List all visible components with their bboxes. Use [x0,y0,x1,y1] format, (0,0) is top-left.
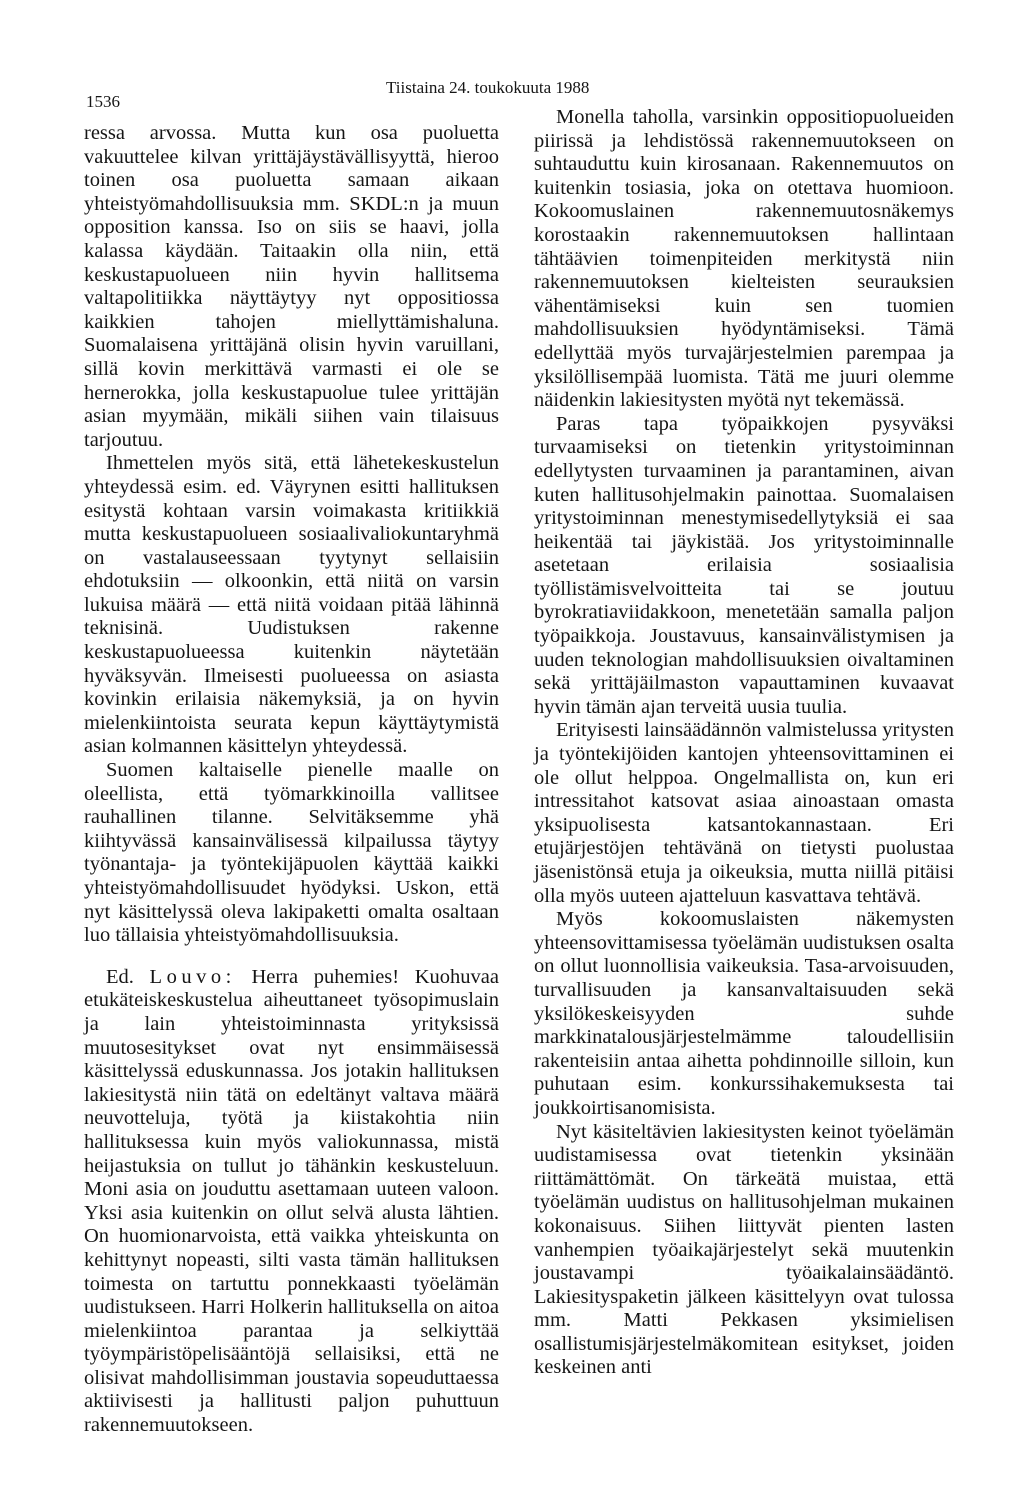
left-paragraph-4-text: Herra puhemies! Kuohuvaa etukäteiskeskustelua aiheuttaneet työsopimuslain ja lain yhteistoiminnasta yrityksissä muutosesitykset ovat nyt ensimmäisessä käsittelyssä eduskunnassa. Jos jotakin hallituksen lakiesitystä niin tätä on edeltänyt valtava määrä neuvotteluja, työtä ja kiistakohtia niin hallituksessa kuin myös valiokunnassa, mistä heijastuksia on tullut jo tähänkin keskusteluun. Moni asia on jouduttu asettamaan uuteen valoon. Yksi asia kuitenkin on ollut selvä alusta lähtien. On huomionarvoista, että vaikka yhteiskunta on kehittynyt nopeasti, silti vasta tämän hallituksen toimesta on tartuttu ponnekkaasti työelämän uudistukseen. Harri Holkerin hallituksella on aitoa mielenkiintoa parantaa ja selkiyttää työympäristöpelisääntöjä sellaisiksi, että ne olisivat mahdollisimman joustavia sopeuduttaessa aktiivisesti ja hallitusti paljon puhuttuun rakennemuutokseen. [84,965,499,1437]
right-paragraph-1: Monella taholla, varsinkin oppositiopuolueiden piirissä ja lehdistössä rakennemuutokseen on suhtauduttu kuin kirosanaan. Rakennemuutos on kuitenkin tosiasia, joka on otettava huomioon. Kokoomuslainen rakennemuutosnäkemys korostaakin rakennemuutoksen hallintaan tähtäävien toimenpiteiden merkitystä niin rakennemuutoksen kielteisten seurauksien vähentämiseksi kuin sen tuomien mahdollisuuksien hyödyntämiseksi. Tämä edellyttää myös turvajärjestelmien parempaa ja yksilöllisempää luomista. Tätä me juuri olemme näidenkin lakiesitysten myötä nyt tekemässä. [534,106,954,412]
right-paragraph-3: Erityisesti lainsäädännön valmistelussa yritysten ja työntekijöiden kantojen yhteensovittaminen ei ole ollut helppoa. Ongelmallista on, kun eri intressitahot katsovat asiaa ainoastaan omasta yksipuolisesta katsantokannastaan. Eri etujärjestöjen tehtävänä on tietysti puolustaa jäsenistönsä etuja ja oikeuksia, mutta niillä pitäisi olla myös uuteen ajatteluun kasvattava tehtävä. [534,719,954,907]
page-number: 1536 [86,92,120,111]
right-paragraph-4: Myös kokoomuslaisten näkemysten yhteensovittamisessa työelämän uudistuksen osalta on ollut luonnollisia vaikeuksia. Tasa-arvoisuuden, turvallisuuden ja kansanvaltaisuuden sekä yksilökeskeisyyden suhde markkinatalousjärjestelmämme taloudellisiin rakenteisiin antaa aihetta pohdinnoille silloin, kun puhutaan esim. konkurssihakemuksesta tai joukkoirtisanomisista. [534,908,954,1119]
right-paragraph-2: Paras tapa työpaikkojen pysyväksi turvaamiseksi on tietenkin yritystoiminnan edellytysten turvaaminen ja parantaminen, aivan kuten hallitusohjelmakin painottaa. Suomalaisen yritystoiminnan menestymisedellytyksiä ei saa heikentää tai jäykistää. Jos yritystoiminnalle asetetaan erilaisia sosiaalisia työllistämisvelvoitteita tai se joutuu byrokratiaviidakkoon, menetetään samalla paljon työpaikkoja. Joustavuus, kansainvälistymisen ja uuden teknologian mahdollisuuksien oivaltaminen sekä yrittäjäilmaston vapauttaminen kuvaavat hyvin tämän ajan terveitä uusia tuulia. [534,412,954,718]
speaker-name: Louvo: [149,965,236,988]
left-column [84,122,499,1438]
right-paragraph-5: Nyt käsiteltävien lakiesitysten keinot työelämän uudistamisessa ovat tietenkin yksinään riittämättömät. On tärkeätä muistaa, että työelämän uudistus on hallitusohjelman mukainen kokonaisuus. Siihen liittyvät pienten lasten vanhempien työaikajärjestelyt sekä muutenkin joustavampi työaikalainsäädäntö. Lakiesityspaketin jälkeen käsittelyyn ovat tulossa mm. Matti Pekkasen yksimielisen osallistumisjärjestelmäkomitean esitykset, joiden keskeinen anti [534,1120,954,1379]
speaker-prefix: Ed. [106,965,134,988]
left-paragraph-4 [84,966,499,1438]
running-head: Tiistaina 24. toukokuuta 1988 [386,78,590,97]
right-column [534,106,954,1380]
left-paragraph-2: Ihmettelen myös sitä, että lähetekeskustelun yhteydessä esim. ed. Väyrynen esitti hallituksen esitystä kohtaan varsin voimakasta kritiikkiä mutta keskustapuolueen sosiaalivaliokuntaryhmä on vastalauseessaan tyytynyt sellaisiin ehdotuksiin — olkoonkin, että niitä on varsin lukuisa määrä — että niitä voidaan pitää lähinnä teknisinä. Uudistuksen rakenne keskustapuolueessa kuitenkin näytetään hyväksyvän. Ilmeisesti puolueessa on asiasta kovinkin erilaisia näkemyksiä, ja on hyvin mielenkiintoista seurata kepun käyttäytymistä asian kolmannen käsittelyn yhteydessä. [84,452,499,758]
left-paragraph-3: Suomen kaltaiselle pienelle maalle on oleellista, että työmarkkinoilla vallitsee rauhallinen tilanne. Selvitäksemme yhä kiihtyvässä kansainvälisessä kilpailussa täytyy työnantaja- ja työntekijäpuolen käyttää kaikki yhteistyömahdollisuudet hyödyksi. Uskon, että nyt käsittelyssä oleva lakipaketti omalta osaltaan luo tällaisia yhteistyömahdollisuuksia. [84,759,499,947]
left-paragraph-1: ressa arvossa. Mutta kun osa puoluetta vakuuttelee kilvan yrittäjäystävällisyyttä, hieroo toinen osa puoluetta samaan aikaan yhteistyömahdollisuuksia mm. SKDL:n ja muun opposition kanssa. Iso on siis se haavi, jolla kalassa käydään. Taitaakin olla niin, että keskustapuolueen niin hyvin hallitsema valtapolitiikka näyttäytyy nyt oppositiossa kaikkien tahojen miellyttämishaluna. Suomalaisena yrittäjänä olisin hyvin varuillani, sillä kovin merkittävä varmasti ei ole se hernerokka, jolla keskustapuolue tulee yrittäjän asian myymään, mikäli siihen vain tilaisuus tarjoutuu. [84,122,499,451]
